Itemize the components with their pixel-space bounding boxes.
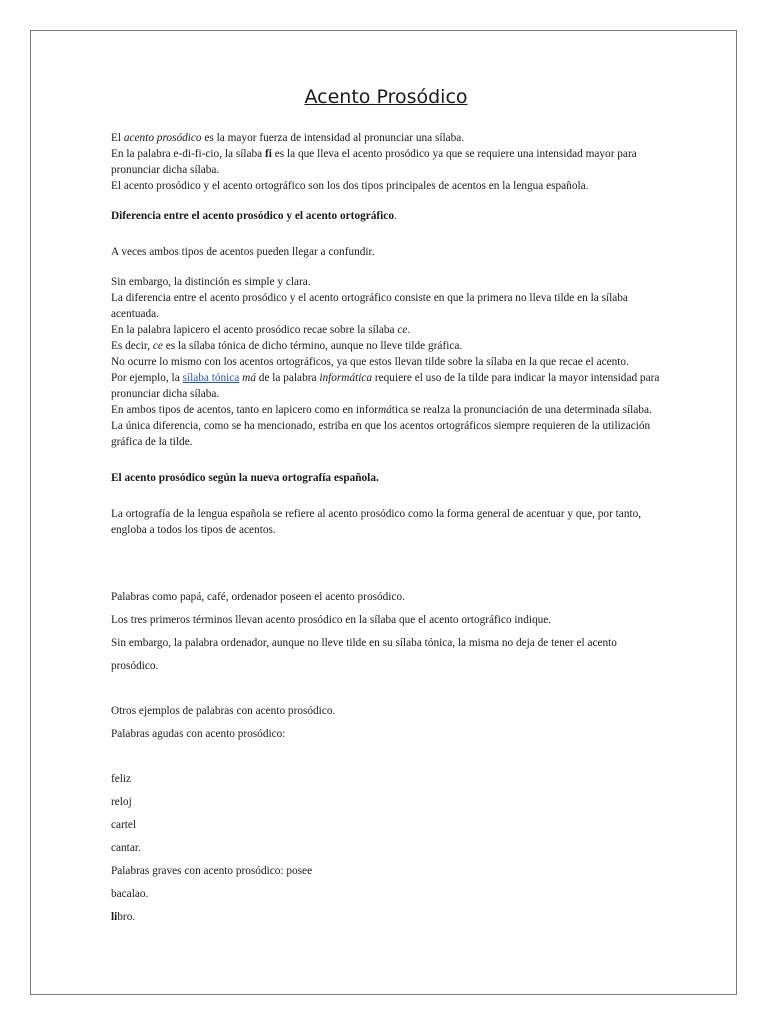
list-item: bacalao. xyxy=(111,888,149,900)
paragraph: La diferencia entre el acento prosódico y el acento ortográfico consiste en que la primera no lleva tilde en la sílaba acentuada. xyxy=(111,292,628,320)
paragraph: El acento prosódico es la mayor fuerza de intensidad al pronunciar una sílaba. xyxy=(111,132,465,144)
paragraph: En la palabra e-di-fi-cio, la sílaba fi es la que lleva el acento prosódico ya que se requiere una intensidad mayor para pronunciar dicha sílaba. xyxy=(111,148,637,176)
paragraph: No ocurre lo mismo con los acentos ortográficos, ya que estos llevan tilde sobre la sílaba en la que recae el acento. xyxy=(111,356,629,368)
section-heading: Diferencia entre el acento prosódico y el acento ortográfico. xyxy=(111,210,397,222)
paragraph: Es decir, ce es la sílaba tónica de dicho término, aunque no lleve tilde gráfica. xyxy=(111,340,463,352)
paragraph: Los tres primeros términos llevan acento prosódico en la sílaba que el acento ortográfico indique. xyxy=(111,614,552,626)
document-title: Acento Prosódico xyxy=(304,86,468,108)
section-heading: El acento prosódico según la nueva ortografía española. xyxy=(111,472,379,484)
paragraph: El acento prosódico y el acento ortográfico son los dos tipos principales de acentos en la lengua española. xyxy=(111,180,589,192)
list-item: cantar. xyxy=(111,842,141,854)
paragraph: Palabras agudas con acento prosódico: xyxy=(111,728,286,740)
paragraph: Palabras como papá, café, ordenador poseen el acento prosódico. xyxy=(111,591,405,603)
paragraph: En la palabra lapicero el acento prosódico recae sobre la sílaba ce. xyxy=(111,324,411,336)
paragraph: En ambos tipos de acentos, tanto en lapicero como en informática se realza la pronunciación de una determinada sílaba. xyxy=(111,404,652,416)
document-content xyxy=(111,86,661,929)
paragraph: Por ejemplo, la sílaba tónica má de la palabra informática requiere el uso de la tilde para indicar la mayor intensidad para pronunciar dicha sílaba. xyxy=(111,372,660,400)
paragraph: Otros ejemplos de palabras con acento prosódico. xyxy=(111,705,336,717)
document-page xyxy=(30,30,737,995)
paragraph: La única diferencia, como se ha mencionado, estriba en que los acentos ortográficos siempre requieren de la utilización gráfica de la tilde. xyxy=(111,420,651,448)
paragraph: Palabras graves con acento prosódico: posee xyxy=(111,865,313,877)
paragraph: Sin embargo, la palabra ordenador, aunque no lleve tilde en su sílaba tónica, la misma no deja de tener el acento prosódico. xyxy=(111,637,617,672)
list-item: libro. xyxy=(111,911,136,923)
paragraph: La ortografía de la lengua española se refiere al acento prosódico como la forma general de acentuar y que, por tanto, engloba a todos los tipos de acentos. xyxy=(111,508,642,536)
silaba-tonica-link[interactable]: sílaba tónica xyxy=(182,372,240,384)
list-item: cartel xyxy=(111,819,137,831)
paragraph: Sin embargo, la distinción es simple y clara. xyxy=(111,276,311,288)
list-item: feliz xyxy=(111,773,132,785)
paragraph: A veces ambos tipos de acentos pueden llegar a confundir. xyxy=(111,246,375,258)
list-item: reloj xyxy=(111,796,132,808)
